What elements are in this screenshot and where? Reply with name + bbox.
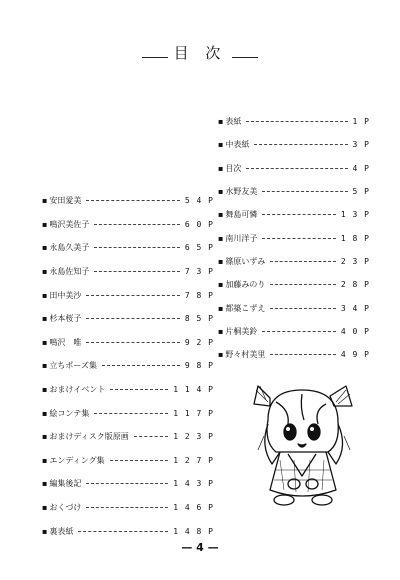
dotted-leader xyxy=(270,261,335,262)
dotted-leader xyxy=(94,247,179,248)
toc-entry-label: おくづけ xyxy=(49,503,82,513)
toc-entry-label: 永島久美子 xyxy=(49,243,90,253)
dotted-leader xyxy=(86,295,179,296)
toc-entry-page: 4 0 P xyxy=(340,326,370,336)
toc-entry xyxy=(42,472,214,496)
bullet-icon: ▪ xyxy=(42,408,48,418)
bullet-icon: ▪ xyxy=(218,163,224,173)
chibi-girl-illustration-icon xyxy=(250,380,360,510)
dotted-leader xyxy=(110,460,169,461)
dotted-leader xyxy=(270,354,335,355)
toc-entry-page: 5 4 P xyxy=(184,196,214,206)
toc-entry xyxy=(218,133,370,156)
toc-entry-page: 3 P xyxy=(352,140,370,150)
toc-entry-label: 杉本桜子 xyxy=(49,314,82,324)
toc-entry xyxy=(42,378,214,402)
toc-entry-label: 舞島可憐 xyxy=(225,210,258,220)
toc-entry-page: 1 1 7 P xyxy=(173,408,214,418)
dotted-leader xyxy=(86,483,168,484)
page-number: — 4 — xyxy=(181,541,219,554)
bullet-icon: ▪ xyxy=(218,350,224,360)
toc-entry-page: 1 1 4 P xyxy=(173,385,214,395)
toc-entry-label: おまけイベント xyxy=(49,385,106,395)
toc-entry xyxy=(218,157,370,180)
toc-entry-page: 8 5 P xyxy=(184,314,214,324)
toc-entry xyxy=(42,236,214,260)
bullet-icon: ▪ xyxy=(42,196,48,206)
bullet-icon: ▪ xyxy=(218,140,224,150)
toc-entry xyxy=(42,260,214,284)
toc-entry xyxy=(42,189,214,213)
dotted-leader xyxy=(254,144,347,145)
dotted-leader xyxy=(86,318,179,319)
toc-entry xyxy=(42,496,214,520)
toc-entry-label: 裏表紙 xyxy=(49,526,74,536)
toc-entry xyxy=(218,296,370,319)
toc-entry-page: 9 2 P xyxy=(184,337,214,347)
bullet-icon: ▪ xyxy=(42,526,48,536)
toc-entry-page: 1 8 P xyxy=(340,233,370,243)
toc-entry-page: 4 9 P xyxy=(340,350,370,360)
toc-entry-page: 1 4 8 P xyxy=(173,526,214,536)
toc-entry-label: 南川洋子 xyxy=(225,233,258,243)
toc-title xyxy=(140,42,260,62)
dotted-leader xyxy=(246,121,347,122)
dotted-leader xyxy=(86,507,168,508)
toc-entry-label: エンディング集 xyxy=(49,455,105,465)
toc-entry xyxy=(218,320,370,343)
toc-entry-label: 片桐美鈴 xyxy=(225,326,258,336)
bullet-icon: ▪ xyxy=(42,243,48,253)
bullet-icon: ▪ xyxy=(218,280,224,290)
toc-entry-page: 1 4 3 P xyxy=(173,479,214,489)
dotted-leader xyxy=(262,238,335,239)
toc-entry xyxy=(218,273,370,296)
bullet-icon: ▪ xyxy=(218,187,224,197)
toc-entry xyxy=(42,283,214,307)
toc-entry xyxy=(218,203,370,226)
toc-entry xyxy=(42,354,214,378)
bullet-icon: ▪ xyxy=(42,219,48,229)
toc-entry-page: 1 2 7 P xyxy=(173,455,214,465)
bullet-icon: ▪ xyxy=(218,117,224,127)
dotted-leader xyxy=(94,413,168,414)
toc-entry-label: 絵コンテ集 xyxy=(49,408,90,418)
toc-entry-page: 2 3 P xyxy=(340,256,370,266)
toc-entry-page: 6 5 P xyxy=(184,243,214,253)
dotted-leader xyxy=(270,308,335,309)
toc-entry xyxy=(218,226,370,249)
bullet-icon: ▪ xyxy=(42,503,48,513)
bullet-icon: ▪ xyxy=(42,432,48,442)
toc-entry-page: 1 P xyxy=(352,117,370,127)
toc-entry-label: 編集後記 xyxy=(49,479,82,489)
toc-entry-page: 6 0 P xyxy=(184,219,214,229)
toc-entry xyxy=(42,331,214,355)
dotted-leader xyxy=(262,191,347,192)
toc-entry-page: 1 3 P xyxy=(340,210,370,220)
toc-right-column xyxy=(218,110,370,366)
bullet-icon: ▪ xyxy=(42,455,48,465)
dotted-leader xyxy=(94,224,179,225)
toc-entry xyxy=(42,401,214,425)
toc-entry-page: 7 3 P xyxy=(184,267,214,277)
toc-entry-label: 田中美沙 xyxy=(49,290,82,300)
toc-entry-label: 水野友美 xyxy=(225,187,258,197)
toc-entry-page: 3 4 P xyxy=(340,303,370,313)
toc-entry xyxy=(218,110,370,133)
toc-entry-label: 篠原いずみ xyxy=(225,256,266,266)
dotted-leader xyxy=(102,365,180,366)
toc-entry-label: 野々村美里 xyxy=(225,350,266,360)
toc-entry-label: 立ちポーズ集 xyxy=(49,361,98,371)
bullet-icon: ▪ xyxy=(42,267,48,277)
bullet-icon: ▪ xyxy=(218,303,224,313)
bullet-icon: ▪ xyxy=(218,210,224,220)
toc-entry xyxy=(42,213,214,237)
toc-entry-label: 中表紙 xyxy=(225,140,250,150)
toc-entry-label: 表紙 xyxy=(225,117,242,127)
toc-entry-label: 都築こずえ xyxy=(225,303,266,313)
toc-entry-page: 1 4 6 P xyxy=(173,503,214,513)
bullet-icon: ▪ xyxy=(42,361,48,371)
toc-entry-label: 永島佐知子 xyxy=(49,267,90,277)
bullet-icon: ▪ xyxy=(218,326,224,336)
dotted-leader xyxy=(86,342,179,343)
toc-entry xyxy=(218,343,370,366)
dotted-leader xyxy=(78,531,168,532)
toc-entry-page: 5 P xyxy=(352,187,370,197)
toc-entry-label: 鳴沢 唯 xyxy=(49,337,82,347)
toc-entry-page: 9 8 P xyxy=(184,361,214,371)
dotted-leader xyxy=(246,168,347,169)
toc-entry-label: 安田愛美 xyxy=(49,196,82,206)
toc-entry-label: 鳴沢美佐子 xyxy=(49,219,90,229)
toc-entry xyxy=(42,519,214,543)
toc-entry-label: 加藤みのり xyxy=(225,280,266,290)
bullet-icon: ▪ xyxy=(218,233,224,243)
toc-entry xyxy=(218,250,370,273)
toc-entry-label: 目次 xyxy=(225,163,242,173)
dotted-leader xyxy=(110,389,168,390)
dotted-leader xyxy=(134,436,169,437)
toc-entry xyxy=(218,180,370,203)
toc-left-column xyxy=(42,189,214,543)
toc-entry-label: おまけディスク版原画 xyxy=(49,432,129,442)
bullet-icon: ▪ xyxy=(42,385,48,395)
toc-entry-page: 1 2 3 P xyxy=(173,432,214,442)
toc-entry-page: 7 8 P xyxy=(184,290,214,300)
dotted-leader xyxy=(86,200,179,201)
dotted-leader xyxy=(94,271,179,272)
title-rule-left xyxy=(142,57,168,58)
dotted-leader xyxy=(262,214,335,215)
bullet-icon: ▪ xyxy=(42,479,48,489)
toc-entry-page: 2 8 P xyxy=(340,280,370,290)
bullet-icon: ▪ xyxy=(42,314,48,324)
toc-entry xyxy=(42,425,214,449)
dotted-leader xyxy=(270,284,335,285)
toc-entry xyxy=(42,449,214,473)
dotted-leader xyxy=(262,331,335,332)
toc-entry xyxy=(42,307,214,331)
title-rule-right xyxy=(232,57,258,58)
toc-title-text: 目 次 xyxy=(173,43,227,62)
bullet-icon: ▪ xyxy=(218,256,224,266)
toc-entry-page: 4 P xyxy=(352,163,370,173)
bullet-icon: ▪ xyxy=(42,337,48,347)
bullet-icon: ▪ xyxy=(42,290,48,300)
